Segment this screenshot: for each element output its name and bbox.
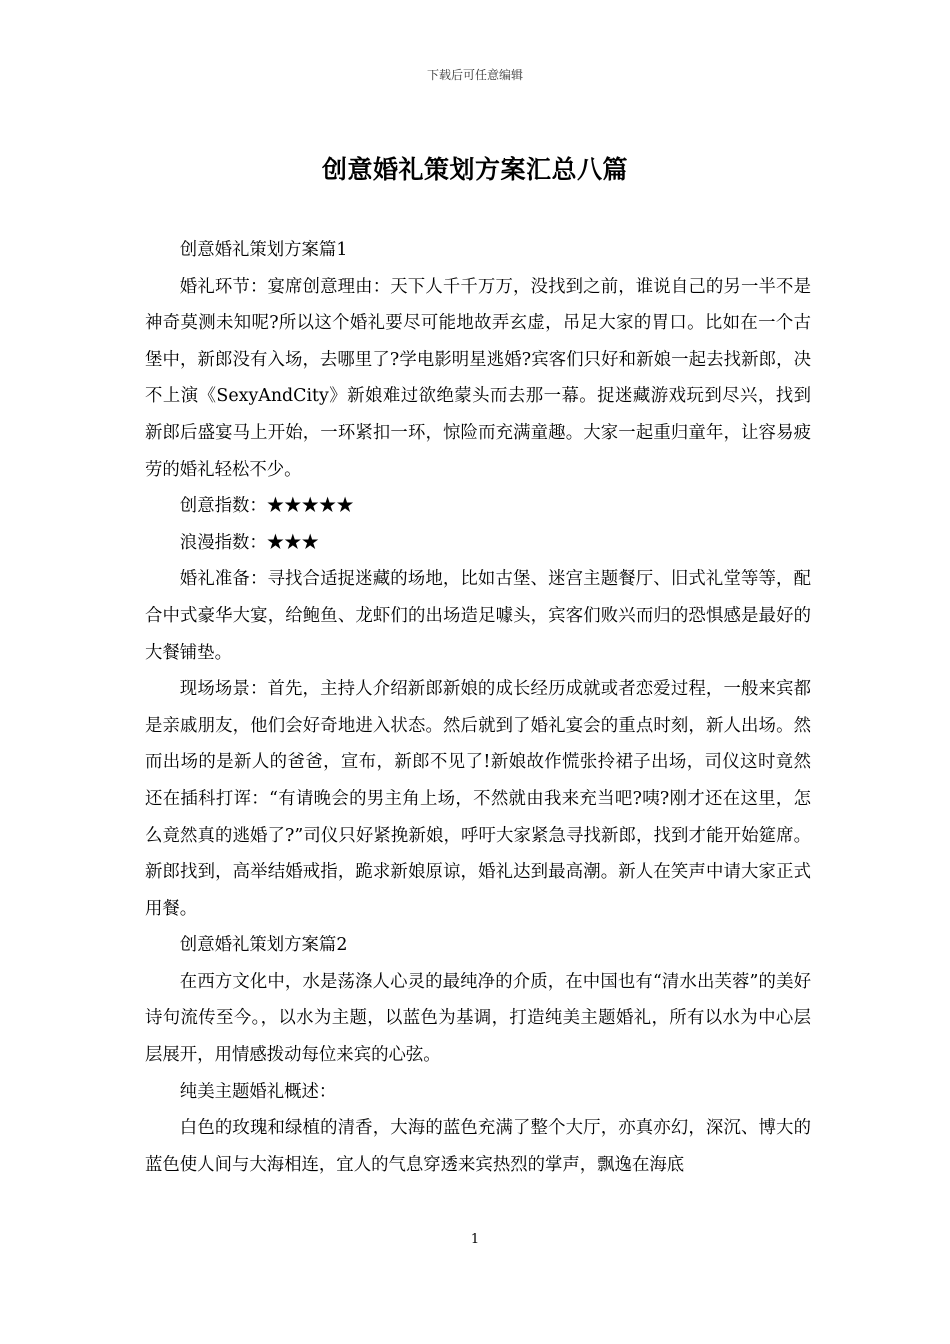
body-paragraph: 现场场景：首先，主持人介绍新郎新娘的成长经历成就或者恋爱过程，一般来宾都是亲戚朋友，他们会好奇地进入状态。然后就到了婚礼宴会的重点时刻，新人出场。然而出场的是新人的爸爸，宣布，新郎不见了!新娘故作慌张拎裙子出场，司仪这时竟然还在插科打诨：“有请晚会的男主角上场，不然就由我来充当吧?咦?刚才还在这里，怎么竟然真的逃婚了?”司仪只好紧挽新娘，呼吁大家紧急寻找新郎，找到才能开始筵席。新郎找到，高举结婚戒指，跪求新娘原谅，婚礼达到最高潮。新人在笑声中请大家正式用餐。	[145, 679, 811, 919]
document-title: 创意婚礼策划方案汇总八篇	[321, 155, 628, 184]
subsection-heading: 纯美主题婚礼概述：	[179, 1081, 337, 1102]
section-heading-2: 创意婚礼策划方案篇2	[179, 935, 348, 956]
page-number: 1	[470, 1232, 480, 1247]
section-heading-1: 创意婚礼策划方案篇1	[179, 240, 348, 260]
romance-rating: 浪漫指数：★★★	[179, 532, 319, 553]
body-paragraph: 婚礼环节：宴席创意理由：天下人千千万万，没找到之前，谁说自己的另一半不是神奇莫测未知呢?所以这个婚礼要尽可能地故弄玄虚，吊足大家的胃口。比如在一个古堡中，新郎没有入场，去哪里了?学电影明星逃婚?宾客们只好和新娘一起去找新郎，决不上演《SexyAndCity》新娘难过欲绝蒙头而去那一幕。捉迷藏游戏玩到尽兴，找到新郎后盛宴马上开始，一环紧扣一环，惊险而充满童趣。大家一起重归童年，让容易疲劳的婚礼轻松不少。	[145, 276, 811, 480]
document-body	[145, 232, 811, 1183]
body-paragraph: 在西方文化中，水是荡涤人心灵的最纯净的介质，在中国也有“清水出芙蓉”的美好诗句流传至今。，以水为主题，以蓝色为基调，打造纯美主题婚礼，所有以水为中心层层展开，用情感拨动每位来宾的心弦。	[145, 971, 811, 1066]
creativity-rating: 创意指数：★★★★★	[179, 496, 354, 517]
body-paragraph: 婚礼准备：寻找合适捉迷藏的场地，比如古堡、迷宫主题餐厅、旧式礼堂等等，配合中式豪华大宴，给鲍鱼、龙虾们的出场造足噱头，宾客们败兴而归的恐惧感是最好的大餐铺垫。	[145, 569, 811, 663]
page-header: 下载后可任意编辑	[426, 68, 523, 82]
body-paragraph: 白色的玫瑰和绿植的清香，大海的蓝色充满了整个大厅，亦真亦幻，深沉、博大的蓝色使人间与大海相连，宜人的气息穿透来宾热烈的掌声，飘逸在海底	[145, 1118, 811, 1175]
